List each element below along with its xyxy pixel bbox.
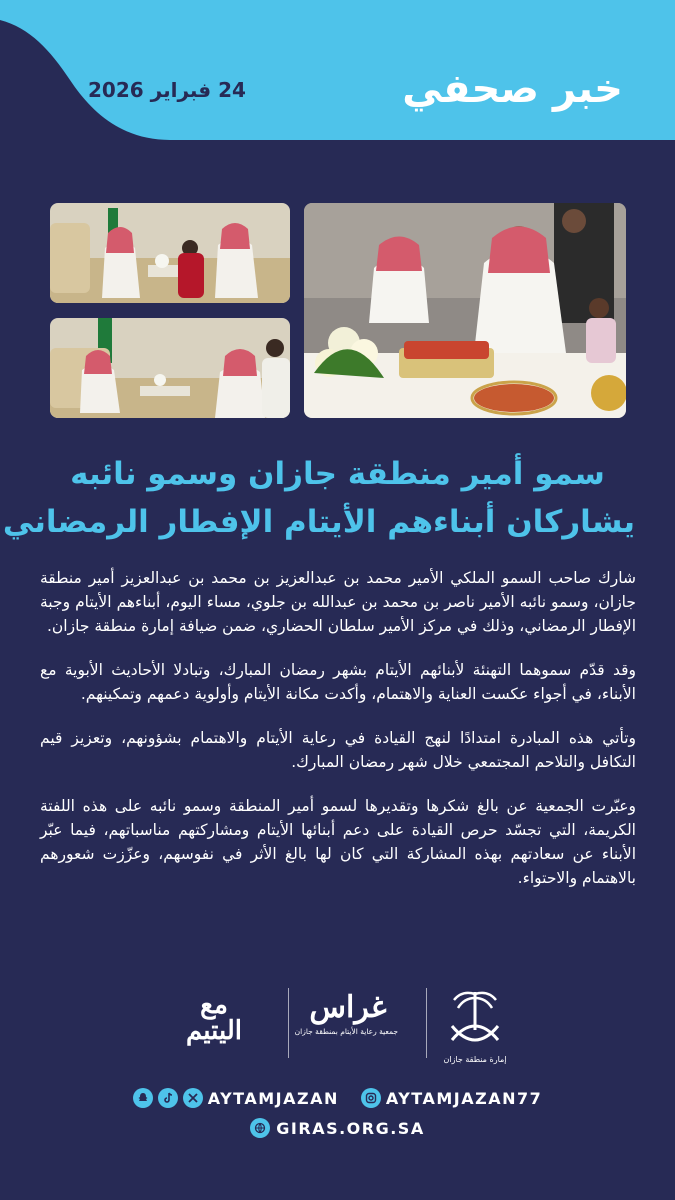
handle-instagram-text[interactable]: AYTAMJAZAN77 [385, 1088, 543, 1108]
page-title: خبر صحفي [402, 66, 623, 112]
giras-logo-subtitle: جمعية رعاية الأيتام بمنطقة جازان [294, 1027, 398, 1036]
headline [2, 450, 635, 546]
logo-row [170, 980, 515, 1070]
website-link[interactable]: GIRAS.ORG.SA [276, 1118, 425, 1138]
giras-logo-name: غراس [309, 990, 387, 1025]
giras-logo [294, 990, 398, 1038]
tiktok-icon[interactable] [158, 1088, 178, 1108]
paragraph-3: وتأتي هذه المبادرة امتدادًا لنهج القيادة في رعاية الأيتام والاهتمام بشؤونهم، وتعزيز قيم التكافل والتلاحم المجتمعي خلال شهر رمضان المبارك. [40, 729, 636, 771]
website-row[interactable] [0, 1116, 675, 1140]
maa-alyateem-line-1: مع [200, 990, 228, 1020]
headline-line-2: يشاركان أبناءهم الأيتام الإفطار الرمضاني [2, 504, 635, 540]
article-body [40, 566, 636, 910]
photo-main [304, 203, 626, 418]
social-handle-instagram[interactable] [361, 1088, 542, 1108]
news-date: 24 فبراير 2026 [88, 78, 246, 102]
maa-alyateem-line-2: اليتيم [186, 1016, 242, 1046]
emirate-emblem-logo [440, 982, 510, 1072]
emirate-name: إمارة منطقة جازان [443, 1055, 507, 1064]
paragraph-2: وقد قدّم سموهما التهنئة لأبنائهم الأيتام بشهر رمضان المبارك، وتبادلا الأحاديث الأبوية مع الأبناء، في أجواء عكست العناية والاهتمام، وأكدت مكانة الأيتام وأولوية دعمهم وتمكينهم. [40, 661, 636, 703]
photo-bottom-left [50, 318, 290, 418]
logo-divider-1 [288, 988, 289, 1058]
paragraph-4: وعبّرت الجمعية عن بالغ شكرها وتقديرها لسمو أمير المنطقة وسمو نائبه على هذه اللفتة الكريمة، التي تجسّد حرص القيادة على دعم أبنائها الأيتام ومشاركتهم مناسباتهم، فيما عبّر الأبناء عن سعادتهم بهذه المشاركة التي كان لها بالغ الأثر في نفوسهم، وعزّزت شعورهم بالاهتمام والاحتواء. [40, 797, 636, 887]
x-icon[interactable] [183, 1088, 203, 1108]
header-banner [0, 0, 675, 150]
globe-icon[interactable] [250, 1118, 270, 1138]
social-handle-primary[interactable] [133, 1088, 339, 1108]
handle-primary-text[interactable]: AYTAMJAZAN [207, 1088, 339, 1108]
snapchat-icon[interactable] [133, 1088, 153, 1108]
instagram-icon[interactable] [361, 1088, 381, 1108]
logo-divider-2 [426, 988, 427, 1058]
social-row [0, 1086, 675, 1110]
headline-line-1: سمو أمير منطقة جازان وسمو نائبه [70, 456, 605, 492]
paragraph-1: شارك صاحب السمو الملكي الأمير محمد بن عبدالعزيز بن محمد بن عبدالعزيز أمير منطقة جازان، وسمو نائبه الأمير ناصر بن محمد بن عبدالله بن جلوي، مساء اليوم، أبناءهم الأيتام وجبة الإفطار الرمضاني، وذلك في مركز الأمير سلطان الحضاري، ضمن ضيافة إمارة منطقة جازان. [40, 569, 636, 635]
palm-swords-emblem-icon [440, 982, 510, 1068]
maa-alyateem-logo [178, 992, 250, 1044]
photo-top-left [50, 203, 290, 303]
